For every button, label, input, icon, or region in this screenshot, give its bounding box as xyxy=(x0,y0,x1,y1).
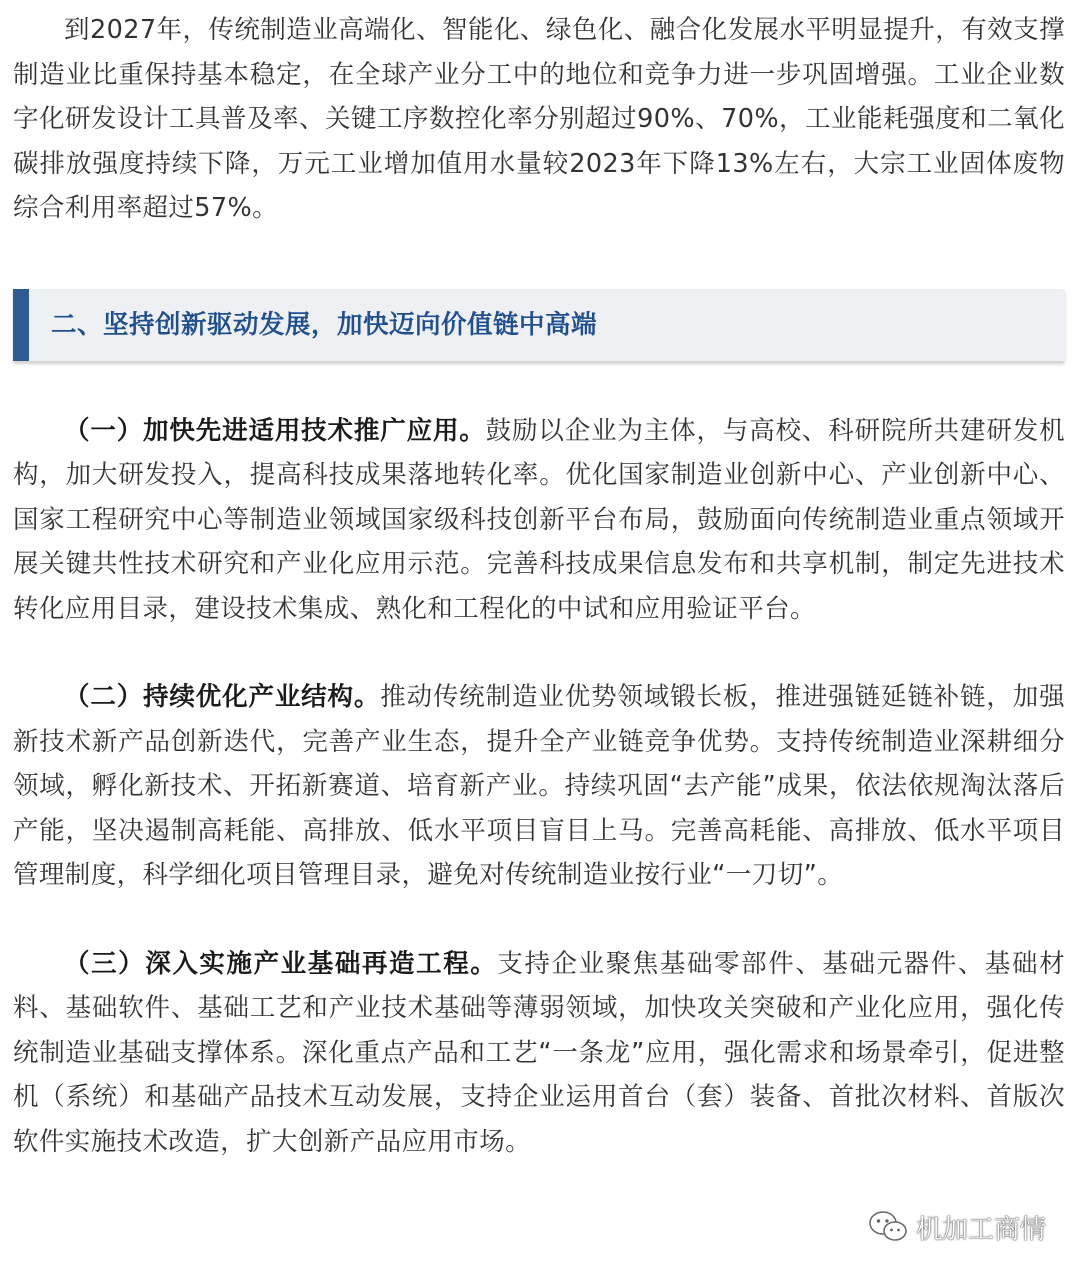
item-lead-1: （一）加快先进适用技术推广应用。 xyxy=(64,415,486,446)
paragraph-spacer xyxy=(13,898,1065,942)
source-watermark xyxy=(868,1207,1046,1247)
section-heading xyxy=(13,289,1065,361)
item-paragraph-2 xyxy=(13,675,1065,898)
item-lead-3: （三）深入实施产业基础再造工程。 xyxy=(64,948,498,979)
article-body xyxy=(13,8,1065,1164)
wechat-icon xyxy=(868,1210,908,1244)
item-paragraph-3 xyxy=(13,942,1065,1165)
section-title: 二、坚持创新驱动发展，加快迈向价值链中高端 xyxy=(51,309,598,340)
item-body-2: 推动传统制造业优势领域锻长板，推进强链延链补链，加强新技术新产品创新迭代，完善产业生态，提升全产业链竞争优势。支持传统制造业深耕细分领域，孵化新技术、开拓新赛道、培育新产业。持续巩固“去产能”成果，依法依规淘汰落后产能，坚决遏制高耗能、高排放、低水平项目盲目上马。完善高耗能、高排放、低水平项目管理制度，科学细化项目管理目录，避免对传统制造业按行业“一刀切”。 xyxy=(13,682,1065,890)
item-paragraph-1 xyxy=(13,409,1065,632)
item-lead-2: （二）持续优化产业结构。 xyxy=(64,682,381,712)
paragraph-spacer xyxy=(13,631,1065,675)
item-body-3: 支持企业聚焦基础零部件、基础元器件、基础材料、基础软件、基础工艺和产业技术基础等薄弱领域，加快攻关突破和产业化应用，强化传统制造业基础支撑体系。深化重点产品和工艺“一条龙”应用，强化需求和场景牵引，促进整机（系统）和基础产品技术互动发展，支持企业运用首台（套）装备、首批次材料、首版次软件实施技术改造，扩大创新产品应用市场。 xyxy=(13,948,1065,1157)
intro-paragraph: 到2027年，传统制造业高端化、智能化、绿色化、融合化发展水平明显提升，有效支撑制造业比重保持基本稳定，在全球产业分工中的地位和竞争力进一步巩固增强。工业企业数字化研发设计工具普及率、关键工序数控化率分别超过90%、70%，工业能耗强度和二氧化碳排放强度持续下降，万元工业增加值用水量较2023年下降13%左右，大宗工业固体废物综合利用率超过57%。 xyxy=(13,15,1065,223)
item-body-1: 鼓励以企业为主体，与高校、科研院所共建研发机构，加大研发投入，提高科技成果落地转化率。优化国家制造业创新中心、产业创新中心、国家工程研究中心等制造业领域国家级科技创新平台布局，鼓励面向传统制造业重点领域开展关键共性技术研究和产业化应用示范。完善科技成果信息发布和共享机制，制定先进技术转化应用目录，建设技术集成、熟化和工程化的中试和应用验证平台。 xyxy=(13,415,1065,624)
watermark-text: 机加工商情 xyxy=(915,1214,1046,1245)
